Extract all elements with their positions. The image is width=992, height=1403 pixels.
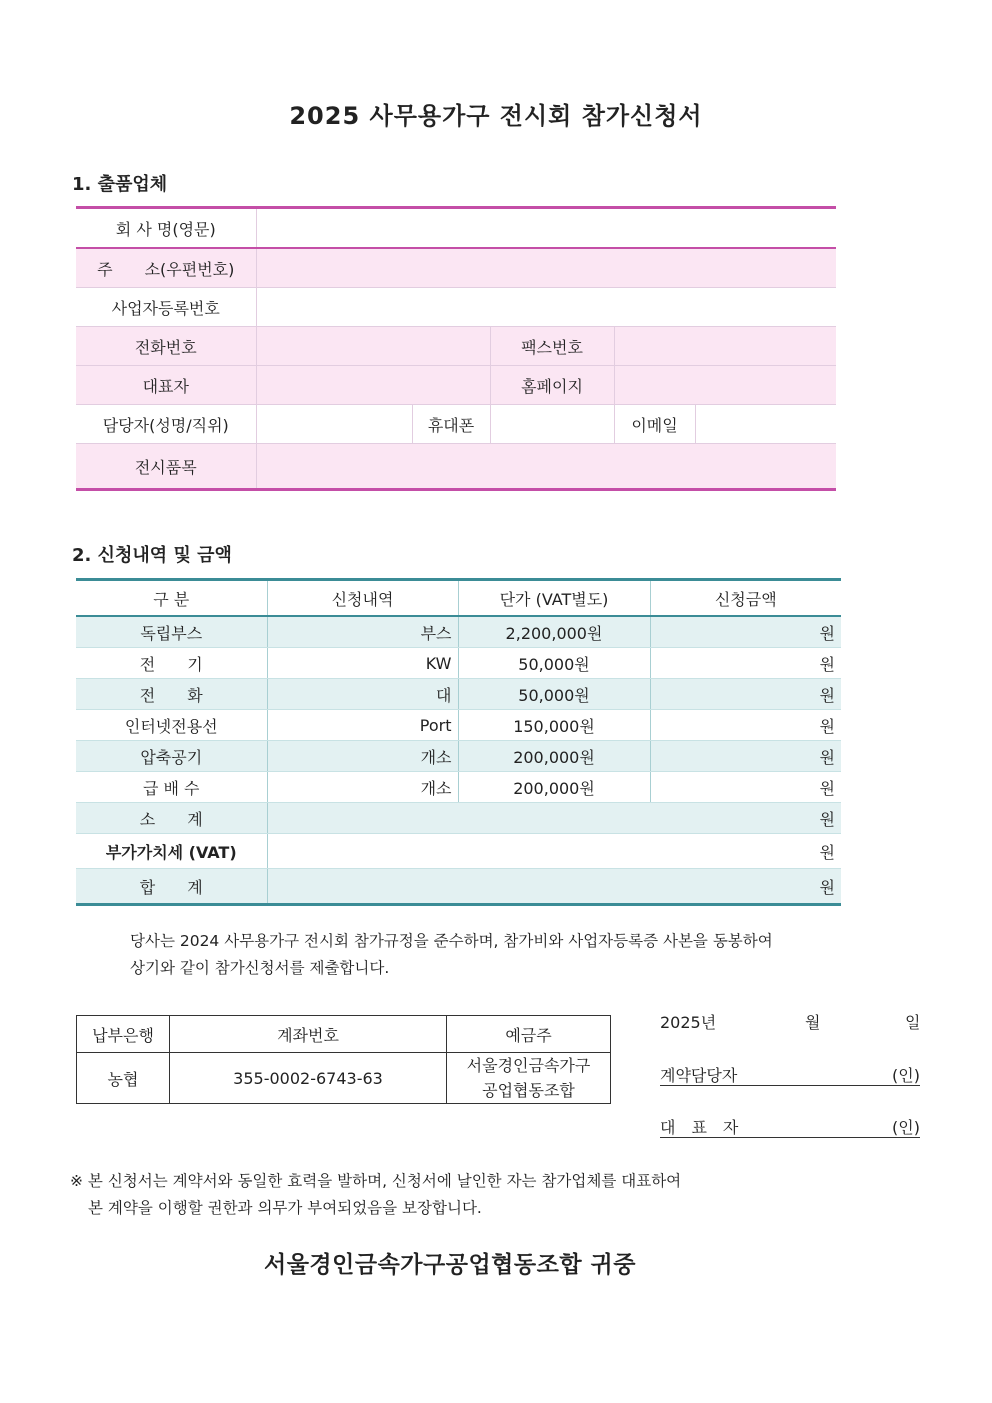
application-table bbox=[76, 578, 841, 906]
homepage-field[interactable] bbox=[614, 366, 836, 405]
fax-label: 팩스번호 bbox=[490, 327, 614, 366]
col-header-category: 구 분 bbox=[76, 580, 267, 617]
biz-reg-field[interactable] bbox=[256, 288, 836, 327]
col-header-request: 신청내역 bbox=[267, 580, 458, 617]
company-name-field[interactable] bbox=[256, 208, 836, 249]
col-header-unit-price: 단가 (VAT별도) bbox=[458, 580, 650, 617]
table-row bbox=[76, 772, 841, 803]
item-amount[interactable]: 원 bbox=[650, 710, 841, 741]
holder-line-1: 서울경인금속가구 bbox=[466, 1056, 591, 1075]
exhibitor-table bbox=[76, 206, 836, 491]
bank-header: 납부은행 bbox=[77, 1016, 170, 1053]
manager-signature-line[interactable] bbox=[660, 1063, 920, 1086]
item-price: 200,000원 bbox=[458, 741, 650, 772]
subtotal-label: 소 계 bbox=[76, 803, 267, 834]
item-amount[interactable]: 원 bbox=[650, 679, 841, 710]
item-amount[interactable]: 원 bbox=[650, 741, 841, 772]
table-row bbox=[76, 679, 841, 710]
item-unit[interactable]: 대 bbox=[267, 679, 458, 710]
statement-line-2: 상기와 같이 참가신청서를 제출합니다. bbox=[130, 959, 390, 977]
table-row bbox=[76, 648, 841, 679]
ceo-field[interactable] bbox=[256, 366, 490, 405]
bank-name: 농협 bbox=[77, 1053, 170, 1104]
phone-field[interactable] bbox=[256, 327, 490, 366]
page-title: 2025 사무용가구 전시회 참가신청서 bbox=[289, 102, 703, 130]
item-name: 인터넷전용선 bbox=[76, 710, 267, 741]
item-price: 50,000원 bbox=[458, 648, 650, 679]
bank-table bbox=[76, 1015, 611, 1104]
date-year: 2025년 bbox=[660, 1013, 717, 1032]
account-holder bbox=[447, 1053, 611, 1104]
mobile-field[interactable] bbox=[490, 405, 614, 444]
item-name: 전 기 bbox=[76, 648, 267, 679]
item-unit[interactable]: 부스 bbox=[267, 616, 458, 648]
section2-heading: 2. 신청내역 및 금액 bbox=[72, 545, 232, 566]
item-name: 급 배 수 bbox=[76, 772, 267, 803]
total-amount[interactable]: 원 bbox=[267, 869, 841, 905]
item-price: 150,000원 bbox=[458, 710, 650, 741]
item-price: 2,200,000원 bbox=[458, 616, 650, 648]
email-field[interactable] bbox=[695, 405, 836, 444]
legal-note bbox=[70, 1168, 930, 1222]
homepage-label: 홈페이지 bbox=[490, 366, 614, 405]
ceo-sign-label: 대 표 자 bbox=[660, 1118, 739, 1137]
address-label: 주 소(우편번호) bbox=[76, 248, 256, 288]
item-price: 200,000원 bbox=[458, 772, 650, 803]
item-name: 독립부스 bbox=[76, 616, 267, 648]
total-label: 합 계 bbox=[76, 869, 267, 905]
item-amount[interactable]: 원 bbox=[650, 648, 841, 679]
item-name: 압축공기 bbox=[76, 741, 267, 772]
date-day: 일 bbox=[905, 1013, 921, 1032]
item-name: 전 화 bbox=[76, 679, 267, 710]
item-unit[interactable]: Port bbox=[267, 710, 458, 741]
item-unit[interactable]: 개소 bbox=[267, 741, 458, 772]
phone-label: 전화번호 bbox=[76, 327, 256, 366]
addressee: 서울경인금속가구공업협동조합 귀중 bbox=[264, 1252, 636, 1278]
section1-heading: 1. 출품업체 bbox=[72, 174, 168, 195]
manager-label: 계약담당자 bbox=[660, 1066, 738, 1085]
table-row bbox=[76, 710, 841, 741]
ceo-signature-line[interactable] bbox=[660, 1115, 920, 1138]
holder-header: 예금주 bbox=[447, 1016, 611, 1053]
manager-seal: (인) bbox=[892, 1066, 920, 1085]
company-name-label: 회 사 명(영문) bbox=[76, 208, 256, 249]
fax-field[interactable] bbox=[614, 327, 836, 366]
address-field[interactable] bbox=[256, 248, 836, 288]
mobile-label: 휴대폰 bbox=[412, 405, 490, 444]
statement bbox=[130, 928, 890, 982]
contact-label: 담당자(성명/직위) bbox=[76, 405, 256, 444]
table-row bbox=[76, 741, 841, 772]
account-header: 계좌번호 bbox=[170, 1016, 447, 1053]
note-line-2: 본 계약을 이행할 권한과 의무가 부여되었음을 보장합니다. bbox=[88, 1199, 482, 1217]
vat-amount[interactable]: 원 bbox=[267, 834, 841, 869]
subtotal-amount[interactable]: 원 bbox=[267, 803, 841, 834]
email-label: 이메일 bbox=[614, 405, 695, 444]
note-line-1: ※ 본 신청서는 계약서와 동일한 효력을 발하며, 신청서에 날인한 자는 참가업체를 대표하여 bbox=[70, 1172, 682, 1190]
item-price: 50,000원 bbox=[458, 679, 650, 710]
contact-field[interactable] bbox=[256, 405, 412, 444]
col-header-amount: 신청금액 bbox=[650, 580, 841, 617]
date-month: 월 bbox=[805, 1013, 821, 1032]
table-row bbox=[76, 616, 841, 648]
item-unit[interactable]: KW bbox=[267, 648, 458, 679]
ceo-seal: (인) bbox=[892, 1118, 920, 1137]
biz-reg-label: 사업자등록번호 bbox=[76, 288, 256, 327]
holder-line-2: 공업협동조합 bbox=[482, 1081, 575, 1100]
ceo-label: 대표자 bbox=[76, 366, 256, 405]
item-amount[interactable]: 원 bbox=[650, 772, 841, 803]
exhibit-items-label: 전시품목 bbox=[76, 444, 256, 490]
account-number: 355-0002-6743-63 bbox=[170, 1053, 447, 1104]
vat-label: 부가가치세 (VAT) bbox=[76, 834, 267, 869]
item-amount[interactable]: 원 bbox=[650, 616, 841, 648]
exhibit-items-field[interactable] bbox=[256, 444, 836, 490]
statement-line-1: 당사는 2024 사무용가구 전시회 참가규정을 준수하며, 참가비와 사업자등록증 사본을 동봉하여 bbox=[130, 932, 773, 950]
item-unit[interactable]: 개소 bbox=[267, 772, 458, 803]
